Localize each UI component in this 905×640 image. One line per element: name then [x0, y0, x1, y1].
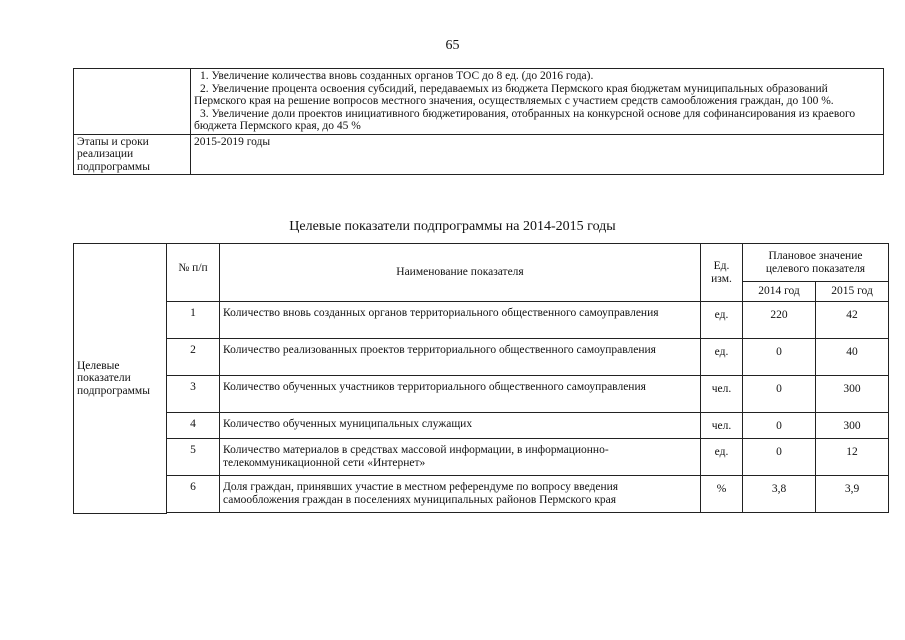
table-bottom-spacer	[74, 513, 889, 514]
row-unit: чел.	[701, 413, 743, 439]
header-year-2014: 2014 год	[743, 282, 816, 302]
header-num: № п/п	[167, 244, 220, 302]
row-num: 1	[167, 302, 220, 339]
row-name: Количество вновь созданных органов территориального общественного самоуправления	[220, 302, 701, 339]
row-value-2015: 12	[816, 439, 889, 476]
row-num: 3	[167, 376, 220, 413]
section-title: Целевые показатели подпрограммы на 2014-2015 годы	[289, 219, 616, 234]
stages-label: Этапы и сроки реализации подпрограммы	[74, 134, 191, 175]
page-number: 65	[445, 38, 460, 53]
table-row	[74, 413, 889, 439]
row-unit: ед.	[701, 439, 743, 476]
table-row	[74, 439, 889, 476]
row-unit: ед.	[701, 339, 743, 376]
goal-item-1: 1. Увеличение количества вновь созданных органов ТОС до 8 ед. (до 2016 года).	[200, 70, 594, 82]
indicators-table	[73, 243, 889, 514]
row-value-2014: 0	[743, 439, 816, 476]
row-value-2014: 0	[743, 413, 816, 439]
table-row	[74, 476, 889, 513]
row-num: 4	[167, 413, 220, 439]
table-row	[74, 376, 889, 413]
row-name: Количество обученных участников территориального общественного самоуправления	[220, 376, 701, 413]
header-name: Наименование показателя	[220, 244, 701, 302]
header-unit: Ед. изм.	[701, 244, 743, 302]
goal-item-3: 3. Увеличение доли проектов инициативного бюджетирования, отобранных на конкурсной основе для софинансирования из краевого бюджета Пермского края, до 45 %	[194, 107, 856, 132]
header-year-2015: 2015 год	[816, 282, 889, 302]
row-name: Доля граждан, принявших участие в местном референдуме по вопросу введения самообложения граждан в поселениях муниципальных районов Пермского края	[220, 476, 701, 513]
header-planned: Плановое значение целевого показателя	[743, 244, 889, 282]
goals-cell	[191, 69, 884, 135]
table-row	[74, 302, 889, 339]
goals-row	[74, 69, 884, 135]
stages-value: 2015-2019 годы	[191, 134, 884, 175]
row-name: Количество материалов в средствах массовой информации, в информационно-телекоммуникационной сети «Интернет»	[220, 439, 701, 476]
row-value-2015: 42	[816, 302, 889, 339]
row-value-2015: 300	[816, 413, 889, 439]
header-row-1	[74, 244, 889, 282]
stages-row	[74, 134, 884, 175]
indicators-row-label: Целевые показатели подпрограммы	[74, 244, 167, 514]
row-value-2015: 300	[816, 376, 889, 413]
goal-item-2: 2. Увеличение процента освоения субсидий, передаваемых из бюджета Пермского края бюджетам муниципальных образований Пермского края на решение вопросов местного значения, осуществляемых с участием средств самообложения граждан, до 100 %.	[194, 82, 834, 107]
row-name: Количество обученных муниципальных служащих	[220, 413, 701, 439]
row-value-2014: 0	[743, 339, 816, 376]
row-value-2015: 40	[816, 339, 889, 376]
row-value-2014: 0	[743, 376, 816, 413]
row-num: 5	[167, 439, 220, 476]
row-name: Количество реализованных проектов территориального общественного самоуправления	[220, 339, 701, 376]
row-unit: %	[701, 476, 743, 513]
row-value-2014: 3,8	[743, 476, 816, 513]
subprogram-summary-table	[73, 68, 884, 175]
row-unit: ед.	[701, 302, 743, 339]
row-value-2014: 220	[743, 302, 816, 339]
row-num: 6	[167, 476, 220, 513]
goals-label-cell	[74, 69, 191, 135]
row-value-2015: 3,9	[816, 476, 889, 513]
row-unit: чел.	[701, 376, 743, 413]
table-row	[74, 339, 889, 376]
row-num: 2	[167, 339, 220, 376]
